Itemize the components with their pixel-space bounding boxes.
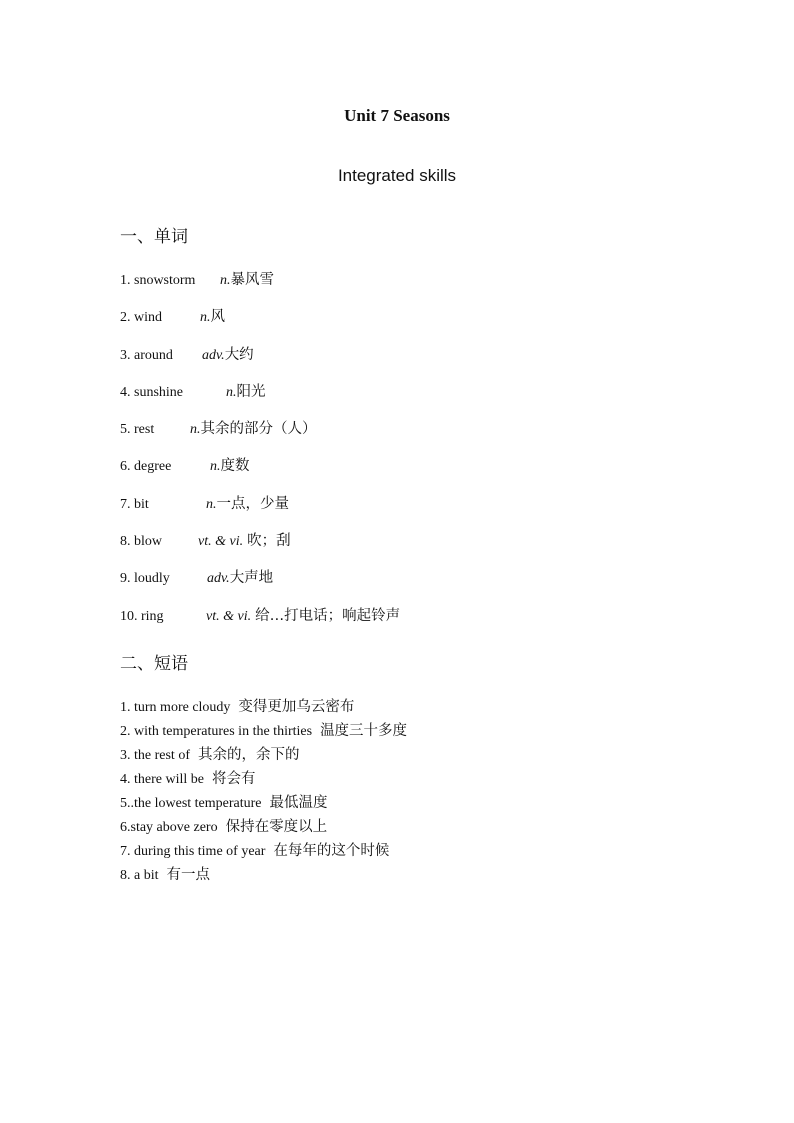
word-number: 9. bbox=[120, 571, 131, 587]
word-english: blow bbox=[134, 534, 162, 550]
phrase-english: 5..the lowest temperature bbox=[120, 796, 262, 811]
word-list bbox=[120, 268, 400, 641]
word-part-of-speech: adv. bbox=[202, 347, 225, 363]
word-number: 5. bbox=[120, 422, 131, 438]
word-chinese: 一点，少量 bbox=[216, 495, 289, 512]
phrase-english: 6.stay above zero bbox=[120, 820, 218, 835]
word-number: 10. bbox=[120, 608, 138, 624]
phrase-english: 1. turn more cloudy bbox=[120, 700, 231, 715]
phrase-list bbox=[120, 695, 407, 887]
phrase-item bbox=[120, 767, 407, 791]
word-english: wind bbox=[134, 310, 162, 326]
word-item bbox=[120, 417, 400, 454]
section-heading-phrases: 二、短语 bbox=[120, 654, 188, 674]
word-number: 6. bbox=[120, 459, 131, 475]
word-part-of-speech: vt. & vi. bbox=[206, 608, 252, 624]
word-part-of-speech: vt. & vi. bbox=[198, 534, 244, 550]
word-part-of-speech: n. bbox=[220, 273, 231, 288]
word-english: degree bbox=[134, 459, 172, 475]
word-item bbox=[120, 268, 400, 305]
word-item bbox=[120, 380, 400, 417]
phrase-chinese: 有一点 bbox=[166, 867, 210, 883]
phrase-item bbox=[120, 839, 407, 863]
word-item bbox=[120, 604, 400, 641]
word-number: 4. bbox=[120, 384, 131, 400]
word-number: 3. bbox=[120, 347, 131, 363]
word-part-of-speech: n. bbox=[210, 459, 221, 475]
phrase-english: 8. a bit bbox=[120, 868, 159, 883]
phrase-chinese: 将会有 bbox=[211, 771, 256, 787]
word-number: 1. bbox=[120, 273, 131, 288]
document-title: Unit 7 Seasons bbox=[344, 106, 450, 125]
phrase-item bbox=[120, 815, 407, 839]
word-chinese: 阳光 bbox=[236, 383, 266, 400]
word-part-of-speech: n. bbox=[200, 310, 211, 326]
word-item bbox=[120, 305, 400, 342]
word-item bbox=[120, 343, 400, 380]
word-english: sunshine bbox=[134, 384, 183, 400]
phrase-chinese: 保持在零度以上 bbox=[225, 819, 328, 835]
word-number: 8. bbox=[120, 534, 131, 550]
word-number: 2. bbox=[120, 310, 131, 326]
phrase-item bbox=[120, 695, 407, 719]
phrase-item bbox=[120, 791, 407, 815]
word-english: around bbox=[134, 347, 173, 363]
word-part-of-speech: adv. bbox=[207, 571, 230, 587]
word-part-of-speech: n. bbox=[190, 422, 201, 438]
word-chinese: 大约 bbox=[224, 346, 254, 363]
word-item bbox=[120, 529, 400, 566]
word-chinese: 暴风雪 bbox=[230, 272, 274, 288]
phrase-item bbox=[120, 719, 407, 743]
word-item bbox=[120, 454, 400, 491]
word-english: loudly bbox=[134, 571, 170, 587]
phrase-chinese: 变得更加乌云密布 bbox=[238, 699, 355, 715]
phrase-english: 2. with temperatures in the thirties bbox=[120, 724, 313, 739]
word-item bbox=[120, 566, 400, 603]
phrase-item bbox=[120, 743, 407, 767]
word-english: ring bbox=[141, 608, 164, 624]
phrase-chinese: 其余的，余下的 bbox=[197, 747, 300, 763]
word-part-of-speech: n. bbox=[206, 496, 217, 512]
phrase-english: 3. the rest of bbox=[120, 748, 190, 763]
word-part-of-speech: n. bbox=[226, 384, 237, 400]
phrase-english: 7. during this time of year bbox=[120, 844, 266, 859]
document-subtitle: Integrated skills bbox=[337, 166, 457, 185]
phrase-chinese: 在每年的这个时候 bbox=[273, 843, 390, 859]
section-heading-words: 一、单词 bbox=[120, 227, 188, 247]
phrase-chinese: 最低温度 bbox=[269, 795, 328, 811]
phrase-english: 4. there will be bbox=[120, 772, 204, 787]
word-chinese: 给…打电话；响起铃声 bbox=[255, 607, 401, 624]
phrase-chinese: 温度三十多度 bbox=[320, 723, 408, 739]
word-chinese: 大声地 bbox=[229, 570, 274, 587]
word-english: rest bbox=[134, 422, 155, 438]
word-english: snowstorm bbox=[134, 273, 196, 288]
word-chinese: 其余的部分（人） bbox=[200, 421, 317, 438]
word-number: 7. bbox=[120, 496, 131, 512]
word-item bbox=[120, 492, 400, 529]
word-chinese: 吹；刮 bbox=[247, 533, 291, 550]
word-chinese: 风 bbox=[210, 309, 225, 326]
word-english: bit bbox=[134, 496, 149, 512]
phrase-item bbox=[120, 863, 407, 887]
word-chinese: 度数 bbox=[220, 458, 250, 475]
